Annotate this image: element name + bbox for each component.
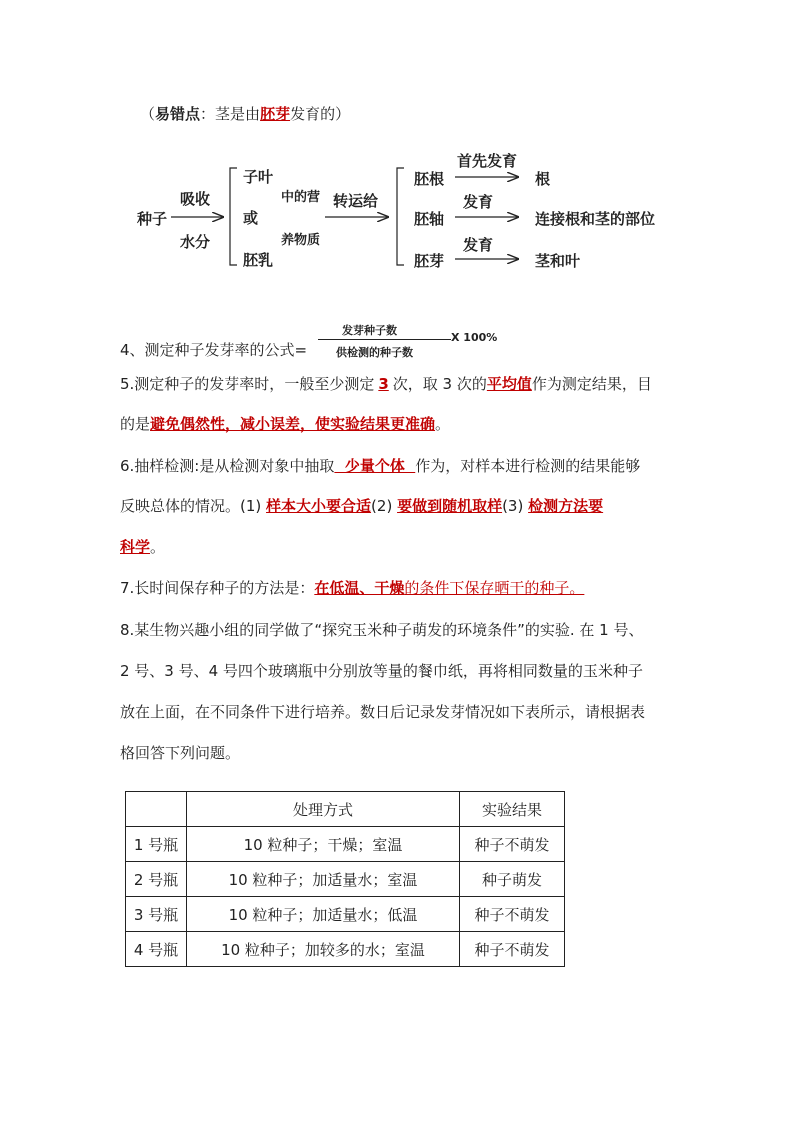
table-header-cell: 处理方式: [187, 792, 460, 827]
q6-line-3: 科学。: [120, 538, 166, 556]
hypocotyl-label: 胚轴: [414, 210, 445, 228]
table-cell: 3 号瓶: [126, 897, 187, 932]
table-cell: 种子不萌发: [460, 827, 565, 862]
seed-label: 种子: [137, 210, 168, 228]
table-header-cell: 实验结果: [460, 792, 565, 827]
q6-line-2: 反映总体的情况。(1) 样本大小要合适(2) 要做到随机取样(3) 检测方法要: [120, 497, 604, 515]
note-highlight: 胚芽: [260, 105, 291, 123]
q4-formula: 4、测定种子发芽率的公式=: [120, 341, 308, 359]
formula-multiplier: X 100%: [451, 331, 498, 344]
table-cell: 4 号瓶: [126, 932, 187, 967]
q8-line-4: 格回答下列问题。: [120, 744, 241, 762]
q7-line: 7.长时间保存种子的方法是：在低温、干燥的条件下保存晒干的种子。: [120, 579, 585, 597]
table-cell: 1 号瓶: [126, 827, 187, 862]
first-develop-label: 首先发育: [457, 152, 518, 170]
left-bracket-1: [230, 168, 237, 265]
table-row: [126, 897, 565, 932]
q5-purpose: 避免偶然性，减小误差，使实验结果更准确: [150, 415, 436, 433]
diagram-lines: [0, 0, 794, 300]
q6-point-3: 检测方法要: [528, 497, 604, 515]
endosperm-label: 胚乳: [243, 251, 274, 269]
formula-denominator: 供检测的种子数: [336, 346, 413, 359]
absorb-label: 吸收: [180, 190, 211, 208]
q6-line-1: 6.抽样检测:是从检测对象中抽取 少量个体 作为，对样本进行检测的结果能够: [120, 457, 641, 475]
water-label: 水分: [180, 233, 211, 251]
develop-label-2: 发育: [463, 236, 494, 254]
q6-small-sample: 少量个体: [334, 457, 416, 475]
mistake-note: （易错点：茎是由胚芽发育的）: [140, 105, 351, 123]
root-label: 根: [535, 170, 551, 188]
table-header-cell: [126, 792, 187, 827]
formula-fraction-bar: [318, 339, 451, 340]
stem-leaf-label: 茎和叶: [535, 252, 581, 270]
nutrients-label-1: 中的营: [281, 190, 321, 205]
table-row: [126, 862, 565, 897]
plumule-label: 胚芽: [414, 252, 445, 270]
table-row: [126, 827, 565, 862]
transport-label: 转运给: [333, 192, 379, 210]
q8-line-3: 放在上面，在不同条件下进行培养。数日后记录发芽情况如下表所示，请根据表: [120, 703, 646, 721]
table-cell: 10 粒种子；干燥；室温: [187, 827, 460, 862]
table-cell: 种子不萌发: [460, 932, 565, 967]
q5-line-2: 的是避免偶然性，减小误差，使实验结果更准确。: [120, 415, 451, 433]
note-label: 易错点: [155, 105, 201, 123]
q6-point-2: 要做到随机取样: [397, 497, 503, 515]
table-row: [126, 932, 565, 967]
q5-average: 平均值: [486, 375, 532, 393]
results-table: [125, 791, 565, 967]
radicle-label: 胚根: [414, 170, 445, 188]
table-cell: 种子萌发: [460, 862, 565, 897]
q7-rest: 的条件下保存晒干的种子。: [404, 579, 585, 597]
q5-line-1: 5.测定种子的发芽率时，一般至少测定 3 次，取 3 次的平均值作为测定结果，目: [120, 375, 652, 393]
cotyledon-label: 子叶: [243, 168, 274, 186]
develop-label-1: 发育: [463, 193, 494, 211]
left-bracket-2: [397, 168, 404, 265]
or-label: 或: [243, 209, 259, 227]
table-cell: 10 粒种子；加较多的水；室温: [187, 932, 460, 967]
connect-label: 连接根和茎的部位: [535, 210, 656, 228]
table-cell: 种子不萌发: [460, 897, 565, 932]
q7-condition: 在低温、干燥: [314, 579, 405, 597]
nutrients-label-2: 养物质: [281, 233, 321, 248]
table-cell: 2 号瓶: [126, 862, 187, 897]
q6-point-3-cont: 科学: [120, 538, 151, 556]
q5-count: 3: [378, 375, 389, 393]
q8-line-2: 2 号、3 号、4 号四个玻璃瓶中分别放等量的餐巾纸，再将相同数量的玉米种子: [120, 662, 643, 680]
table-cell: 10 粒种子；加适量水；室温: [187, 862, 460, 897]
formula-numerator: 发芽种子数: [342, 324, 397, 337]
q6-point-1: 样本大小要合适: [266, 497, 372, 515]
table-cell: 10 粒种子；加适量水；低温: [187, 897, 460, 932]
table-header-row: [126, 792, 565, 827]
q8-line-1: 8.某生物兴趣小组的同学做了“探究玉米种子萌发的环境条件”的实验. 在 1 号、: [120, 621, 644, 639]
